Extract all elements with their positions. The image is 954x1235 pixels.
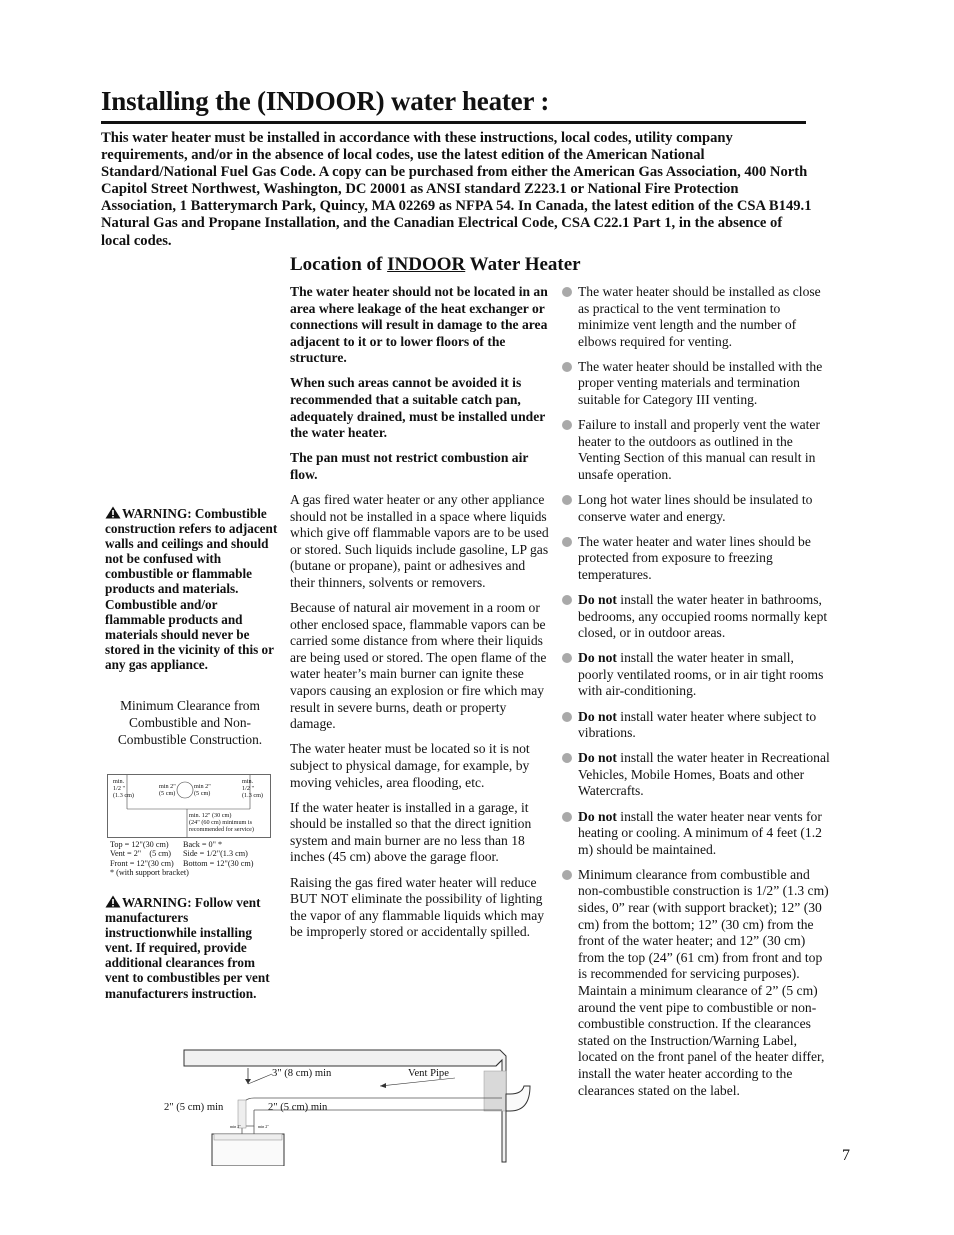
clearance-caption: Minimum Clearance from Combustible and Non-Combustible Construction. — [117, 698, 263, 747]
heading-suffix: Water Heater — [465, 254, 581, 275]
bullet-dot — [562, 712, 572, 722]
bullet-ventilated: Do not install the water heater in small, poorly ventilated rooms, or in air tight rooms with air-conditioning. — [562, 650, 832, 700]
warning-icon — [105, 895, 121, 908]
damage-paragraph: The water heater must be located so it is not subject to physical damage, for example, by moving vehicles, area flooding, etc. — [290, 741, 530, 790]
bullet-vents: Do not install the water heater near vents for heating or cooling. A minimum of 4 feet (1.2 m) should be maintained. — [562, 809, 832, 859]
raising-paragraph: Raising the gas fired water heater will reduce BUT NOT eliminate the possibility of lighting the vapor of any flammable liquids which may be improperly stored or accidentally spilled. — [290, 874, 545, 940]
heading-prefix: Location of — [290, 254, 388, 275]
bullet-dot — [562, 537, 572, 547]
bullet-dot — [562, 420, 572, 430]
title-rule — [101, 121, 806, 124]
bullet-bathrooms: Do not install the water heater in bathrooms, bedrooms, any occupied rooms normally kept closed, or in outdoor areas. — [562, 592, 832, 642]
location-warning-2: When such areas cannot be avoided it is recommended that a suitable catch pan, adequately drained, must be installed under the water heater. — [290, 375, 546, 441]
intro-paragraph: This water heater must be installed in accordance with these instructions, local codes, utility company requirements, and/or in the absence of local codes, use the latest edition of the American National Standard/National Fuel Gas Code. A copy can be purchased from either the American Gas Association, 400 North Capitol Street Northwest, Washington, DC 20001 as ANSI standard Z223.1 or National Fire Protection Association, 1 Batterymarch Park, Quincy, MA 02269 as NFPA 54. In Canada, the latest edition of the CSA B149.1 Natural Gas and Propane Installation, and the Canadian Electrical Code, CSA C22.1 Part 1, in the absence of local codes. — [101, 130, 812, 249]
bullet-dot — [562, 595, 572, 605]
bullet-dot — [562, 287, 572, 297]
clearance-diagram — [105, 772, 275, 882]
bullet-dot — [562, 653, 572, 663]
bullet-unsafe-operation: Failure to install and properly vent the water heater to the outdoors as outlined in the Venting Section of this manual can result in unsafe operation. — [562, 417, 832, 483]
min-right-label: min. 1/2 " (1.3 cm) — [242, 778, 263, 799]
bullet-clearance: Minimum clearance from combustible and non-combustible construction is 1/2” (1.3 cm) sides, 0” rear (with support bracket); 12” (30 cm) from the bottom; 12” (30 cm) from the front of the water heater; and 12” (30 cm) from the top (24” (61 cm) from front and top is recommended for servicing purposes). Maintain a minimum clearance of 2” (5 cm) around the vent pipe to combustible or non-combustible construction. If the clearances stated on the Instruction/Warning Label, located on the front panel of the heater differ, install the water heater according to the clearances stated on the label. — [562, 867, 832, 1099]
location-warning-1: The water heater should not be located in an area where leakage of the heat exchanger or connections will result in damage to the area adjacent to it or to lower floors of the structure. — [290, 284, 548, 366]
bullet-dot — [562, 495, 572, 505]
vent-pipe-label: Vent Pipe — [408, 1068, 449, 1079]
vent-top-clearance: 3" (8 cm) min — [272, 1068, 332, 1079]
min-left-label: min. 1/2 " (1.3 cm) — [113, 778, 134, 799]
vent-left-label: min 2" (5 cm) — [159, 783, 176, 797]
page-title: Installing the (INDOOR) water heater : — [101, 86, 550, 116]
bullet-dot — [562, 870, 572, 880]
middle-column — [290, 284, 552, 949]
bullet-insulate: Long hot water lines should be insulated to conserve water and energy. — [562, 492, 832, 525]
garage-paragraph: If the water heater is installed in a garage, it should be installed so that the direct ignition system and main burner are no less than 18 inches (45 cm) above the garage floor. — [290, 799, 532, 865]
location-warning-3: The pan must not restrict combustion air flow. — [290, 450, 529, 482]
bullet-dot — [562, 812, 572, 822]
flammable-paragraph: A gas fired water heater or any other appliance should not be installed in a space where liquids which give off flammable vapors are to be used or stored. Such liquids include gasoline, LP gas (butane or propane), paint or adhesives and their thinners, solvents or removers. — [290, 492, 549, 590]
clearance-legend-left: Top = 12"(30 cm) Vent = 2" (5 cm) Front = 12"(30 cm) * (with support bracket) — [110, 840, 189, 878]
bullet-category-iii: The water heater should be installed with the proper venting materials and termination suitable for Category III venting. — [562, 359, 832, 409]
vent-right-label: min 2" (5 cm) — [194, 783, 211, 797]
right-column — [562, 284, 832, 1108]
bullet-vehicles: Do not install the water heater in Recreational Vehicles, Mobile Homes, Boats and other Watercrafts. — [562, 750, 832, 800]
page-number: 7 — [842, 1147, 850, 1164]
vent-left-clearance: 2" (5 cm) min — [164, 1102, 224, 1113]
heading-emphasis: INDOOR — [387, 254, 466, 275]
warning-vent: WARNING: Follow vent manufacturers instructionwhile installing vent. If required, provide additional clearances from vent to combustibles per vent manufacturers instruction. — [105, 895, 270, 1001]
vapor-paragraph: Because of natural air movement in a room or other enclosed space, flammable vapors can be carried some distance from where their liquids are being used or stored. The open flame of the water heater’s main burner can ignite these vapors causing an explosion or fire which may result in severe burns, death or property damage. — [290, 600, 547, 732]
bullet-dot — [562, 753, 572, 763]
bullet-vibrations: Do not install water heater where subject to vibrations. — [562, 709, 832, 742]
front-clearance-label: min. 12" (30 cm) (24" (60 cm) minimum is recommended for service) — [189, 812, 254, 833]
clearance-legend-right: Back = 0" * Side = 1/2"(1.3 cm) Bottom = 12"(30 cm) — [183, 840, 254, 868]
vent-small-left: min 2" — [230, 1124, 241, 1129]
vent-right-clearance: 2" (5 cm) min — [268, 1102, 328, 1113]
section-heading — [290, 254, 581, 276]
vent-small-right: min 2" — [258, 1124, 269, 1129]
warning-icon — [105, 506, 121, 519]
bullet-freezing: The water heater and water lines should be protected from exposure to freezing temperatures. — [562, 534, 832, 584]
bullet-dot — [562, 362, 572, 372]
warning-combustible: WARNING: Combustible construction refers to adjacent walls and ceilings and should not be confused with combustible or flammable products and materials. Combustible and/or flammable products and materials should never be stored in the vicinity of this or any gas appliance. — [105, 506, 278, 672]
bullet-vent-length: The water heater should be installed as close as practical to the vent termination to minimize vent length and the number of elbows required for venting. — [562, 284, 832, 350]
